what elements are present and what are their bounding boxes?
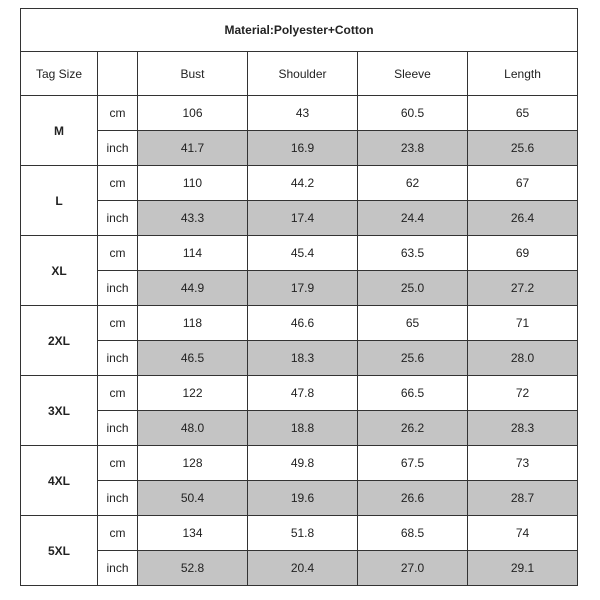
length-value: 26.4: [468, 201, 578, 236]
header-length: Length: [468, 52, 578, 96]
unit-cell: inch: [98, 271, 138, 306]
table-row: [21, 446, 578, 481]
sleeve-value: 63.5: [358, 236, 468, 271]
shoulder-value: 19.6: [248, 481, 358, 516]
bust-value: 134: [138, 516, 248, 551]
sleeve-value: 26.6: [358, 481, 468, 516]
tag-size-cell: 2XL: [21, 306, 98, 376]
tag-size-cell: 3XL: [21, 376, 98, 446]
shoulder-value: 20.4: [248, 551, 358, 586]
material-title: Material:Polyester+Cotton: [21, 9, 578, 52]
header-bust: Bust: [138, 52, 248, 96]
sleeve-value: 68.5: [358, 516, 468, 551]
sleeve-value: 60.5: [358, 96, 468, 131]
length-value: 28.3: [468, 411, 578, 446]
shoulder-value: 49.8: [248, 446, 358, 481]
table-row: [21, 306, 578, 341]
unit-cell: inch: [98, 551, 138, 586]
table-row: [21, 131, 578, 166]
sleeve-value: 25.6: [358, 341, 468, 376]
table-row: [21, 166, 578, 201]
shoulder-value: 17.4: [248, 201, 358, 236]
shoulder-value: 46.6: [248, 306, 358, 341]
bust-value: 48.0: [138, 411, 248, 446]
bust-value: 106: [138, 96, 248, 131]
length-value: 67: [468, 166, 578, 201]
unit-cell: cm: [98, 376, 138, 411]
unit-cell: cm: [98, 306, 138, 341]
size-chart-table: [20, 8, 578, 586]
table-row: [21, 341, 578, 376]
unit-cell: inch: [98, 131, 138, 166]
table-row: [21, 551, 578, 586]
size-rows: [21, 96, 578, 586]
unit-cell: cm: [98, 446, 138, 481]
bust-value: 118: [138, 306, 248, 341]
shoulder-value: 44.2: [248, 166, 358, 201]
table-row: [21, 376, 578, 411]
unit-cell: cm: [98, 96, 138, 131]
length-value: 65: [468, 96, 578, 131]
shoulder-value: 16.9: [248, 131, 358, 166]
bust-value: 44.9: [138, 271, 248, 306]
unit-cell: cm: [98, 166, 138, 201]
header-unit: [98, 52, 138, 96]
unit-cell: cm: [98, 236, 138, 271]
tag-size-cell: M: [21, 96, 98, 166]
sleeve-value: 65: [358, 306, 468, 341]
bust-value: 50.4: [138, 481, 248, 516]
table-row: [21, 271, 578, 306]
length-value: 71: [468, 306, 578, 341]
sleeve-value: 24.4: [358, 201, 468, 236]
length-value: 29.1: [468, 551, 578, 586]
table-row: [21, 236, 578, 271]
shoulder-value: 43: [248, 96, 358, 131]
bust-value: 43.3: [138, 201, 248, 236]
header-shoulder: Shoulder: [248, 52, 358, 96]
table-row: [21, 516, 578, 551]
shoulder-value: 18.3: [248, 341, 358, 376]
tag-size-cell: XL: [21, 236, 98, 306]
length-value: 69: [468, 236, 578, 271]
bust-value: 41.7: [138, 131, 248, 166]
length-value: 28.0: [468, 341, 578, 376]
bust-value: 128: [138, 446, 248, 481]
shoulder-value: 47.8: [248, 376, 358, 411]
sleeve-value: 26.2: [358, 411, 468, 446]
tag-size-cell: 4XL: [21, 446, 98, 516]
length-value: 27.2: [468, 271, 578, 306]
length-value: 73: [468, 446, 578, 481]
shoulder-value: 51.8: [248, 516, 358, 551]
bust-value: 52.8: [138, 551, 248, 586]
sleeve-value: 66.5: [358, 376, 468, 411]
shoulder-value: 45.4: [248, 236, 358, 271]
length-value: 72: [468, 376, 578, 411]
sleeve-value: 62: [358, 166, 468, 201]
length-value: 74: [468, 516, 578, 551]
table-row: [21, 481, 578, 516]
sleeve-value: 25.0: [358, 271, 468, 306]
header-tag-size: Tag Size: [21, 52, 98, 96]
table-row: [21, 96, 578, 131]
shoulder-value: 17.9: [248, 271, 358, 306]
unit-cell: inch: [98, 341, 138, 376]
length-value: 28.7: [468, 481, 578, 516]
table-row: [21, 411, 578, 446]
unit-cell: inch: [98, 481, 138, 516]
bust-value: 122: [138, 376, 248, 411]
bust-value: 46.5: [138, 341, 248, 376]
length-value: 25.6: [468, 131, 578, 166]
sleeve-value: 67.5: [358, 446, 468, 481]
unit-cell: inch: [98, 411, 138, 446]
sleeve-value: 23.8: [358, 131, 468, 166]
table-row: [21, 201, 578, 236]
sleeve-value: 27.0: [358, 551, 468, 586]
header-sleeve: Sleeve: [358, 52, 468, 96]
bust-value: 110: [138, 166, 248, 201]
bust-value: 114: [138, 236, 248, 271]
unit-cell: cm: [98, 516, 138, 551]
tag-size-cell: L: [21, 166, 98, 236]
tag-size-cell: 5XL: [21, 516, 98, 586]
shoulder-value: 18.8: [248, 411, 358, 446]
unit-cell: inch: [98, 201, 138, 236]
